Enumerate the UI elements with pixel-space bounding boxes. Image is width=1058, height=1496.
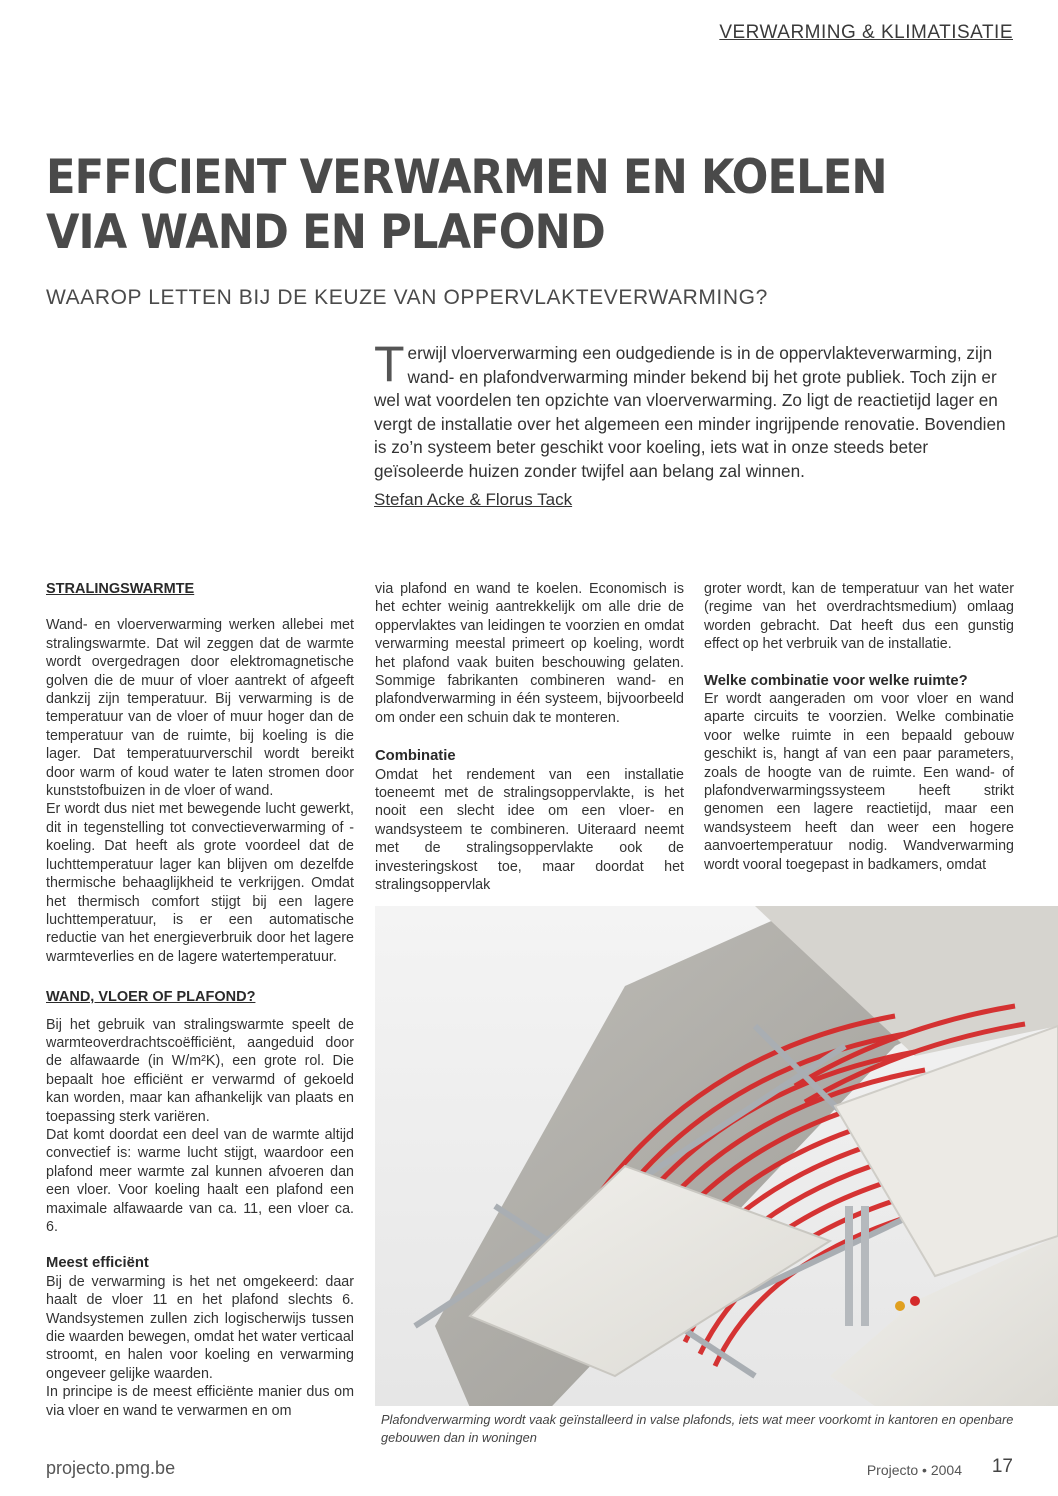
title-line-2: VIA WAND EN PLAFOND [46, 205, 605, 260]
column-1 [46, 580, 354, 1420]
article-title [46, 150, 929, 260]
photo-caption: Plafondverwarming wordt vaak geïnstalleerd in valse plafonds, iets wat meer voorkomt in kantoren en openbare gebouwen dan in woningen [381, 1412, 1014, 1445]
footer-publication: Projecto • 2004 [866, 1462, 962, 1478]
intro-paragraph [374, 336, 1022, 483]
paragraph: Dat komt doordat een deel van de warmte altijd convectief is: warme lucht stijgt, waardoor een plafond meer warmte zal kunnen afvoeren dan een vloer. Voor koeling haalt een plafond een maximale alfawaarde van ca. 11, een vloer ca. 6. [46, 1126, 354, 1235]
column-3 [704, 580, 1014, 874]
heading-stralingswarmte: STRALINGSWARMTE [46, 581, 195, 597]
paragraph: Er wordt aangeraden om voor vloer en wand aparte circuits te voorzien. Welke combinatie voor welke ruimte in een bepaald gebouw geschikt is, hangt af van een paar parameters, zoals de hoogte van de ruimte. Een wand- of plafondverwarmingssysteem heeft strikt genomen een lagere reactietijd, maar een wandsysteem heeft dan weer een hogere aanvoertemperatuur nodig. Wandverwarming wordt vooral toegepast in badkamers, omdat [704, 691, 1014, 873]
footer-url[interactable]: projecto.pmg.be [46, 1458, 176, 1478]
paragraph: Omdat het rendement van een installatie toeneemt met de stralingsoppervlakte, is het nooit een slecht idee om een vloer- en wandsysteem te combineren. Uiteraard neemt met de stralingsoppervlakte ook de investeringskost toe, maar doordat het stralingsoppervlak [375, 766, 684, 894]
paragraph: groter wordt, kan de temperatuur van het water (regime van het overdrachtsmedium) omlaag worden gebracht. Dat heeft dus een gunstig effect op het verbruik van de installatie. [704, 581, 1014, 653]
heading-combinatie: Combinatie [375, 748, 456, 765]
heading-wand-vloer-plafond: WAND, VLOER OF PLAFOND? [46, 989, 256, 1006]
paragraph: Er wordt dus niet met bewegende lucht gewerkt, dit in tegenstelling tot convectieverwarming of -koeling. Dat heeft als grote voordeel dat de luchttemperatuur lager kan blijven om dezelfde thermische behaaglijkheid te verkrijgen. Omdat het thermisch comfort stijgt bij een lagere luchttemperatuur, is er een automatische reductie van het energieverbruik door het lagere warmteverlies en de lagere watertemperatuur. [46, 801, 354, 965]
paragraph: Bij het gebruik van stralingswarmte speelt de warmteoverdrachtscoëfficiënt, aangeduid door de alfawaarde (in W/m²K), een grote rol. Die bepaalt hoe efficiënt er verwarmd of gekoeld kan worden, maar kan afhankelijk van plaats en toepassing sterk variëren. [46, 1016, 354, 1125]
heading-meest-efficient: Meest efficiënt [46, 1255, 149, 1272]
paragraph: Bij de verwarming is het net omgekeerd: daar haalt de vloer 11 en het plafond slechts 6. Wandsystemen zullen zich logischerwijs tussen die waarden bewegen, omdat het water verticaal stroomt, en halen voor koeling en verwarming ongeveer gelijke waarden. [46, 1273, 354, 1382]
title-line-1: EFFICIENT VERWARMEN EN KOELEN [46, 150, 887, 205]
paragraph: In principe is de meest efficiënte manier dus om via vloer en wand te verwarmen en om [46, 1384, 354, 1419]
intro-text: erwijl vloerverwarming een oudgediende is in de oppervlakteverwarming, zijn wand- en plafondverwarming minder bekend bij het grote publiek. Toch zijn er wel wat voordelen ten opzichte van vloerverwarming. Zo ligt de reactietijd lager en vergt de installatie over het algemeen een minder ingrijpende renovatie. Bovendien is zo’n systeem beter geschikt voor koeling, iets wat in onze steeds beter geïsoleerde huizen zonder twijfel aan belang zal winnen. [374, 343, 1006, 481]
paragraph: Wand- en vloerverwarming werken allebei met stralingswarmte. Dat wil zeggen dat de warmte wordt overgedragen door elektromagnetische golven die de muur of vloer aantrekt of afgeeft dankzij zijn temperatuur. Bij verwarming is de temperatuur van de vloer of muur hoger dan de temperatuur van de ruimte, bij koeling is die lager. Dat temperatuurverschil wordt bereikt door warm of koud water te laten stromen door kunststofbuizen in de vloer of wand. [46, 617, 354, 800]
ceiling-heating-photo [375, 906, 1058, 1406]
drop-cap: T [374, 336, 405, 392]
article-subtitle: WAAROP LETTEN BIJ DE KEUZE VAN OPPERVLAKTEVERWARMING? [46, 286, 768, 309]
column-2 [375, 580, 684, 895]
heading-welke-combinatie: Welke combinatie voor welke ruimte? [704, 672, 968, 689]
section-label: VERWARMING & KLIMATISATIE [719, 22, 1013, 43]
page-number: 17 [991, 1456, 1013, 1477]
paragraph: via plafond en wand te koelen. Economisch is het echter weinig aantrekkelijk om alle drie de oppervlaktes van leidingen te voorzien en omdat verwarming meestal primeert op koeling, wordt het plafond vaak buiten beschouwing gelaten. Sommige fabrikanten combineren wand- en plafondverwarming in één systeem, bijvoorbeeld om onder een schuin dak te monteren. [375, 581, 684, 726]
byline: Stefan Acke & Florus Tack [374, 490, 573, 509]
